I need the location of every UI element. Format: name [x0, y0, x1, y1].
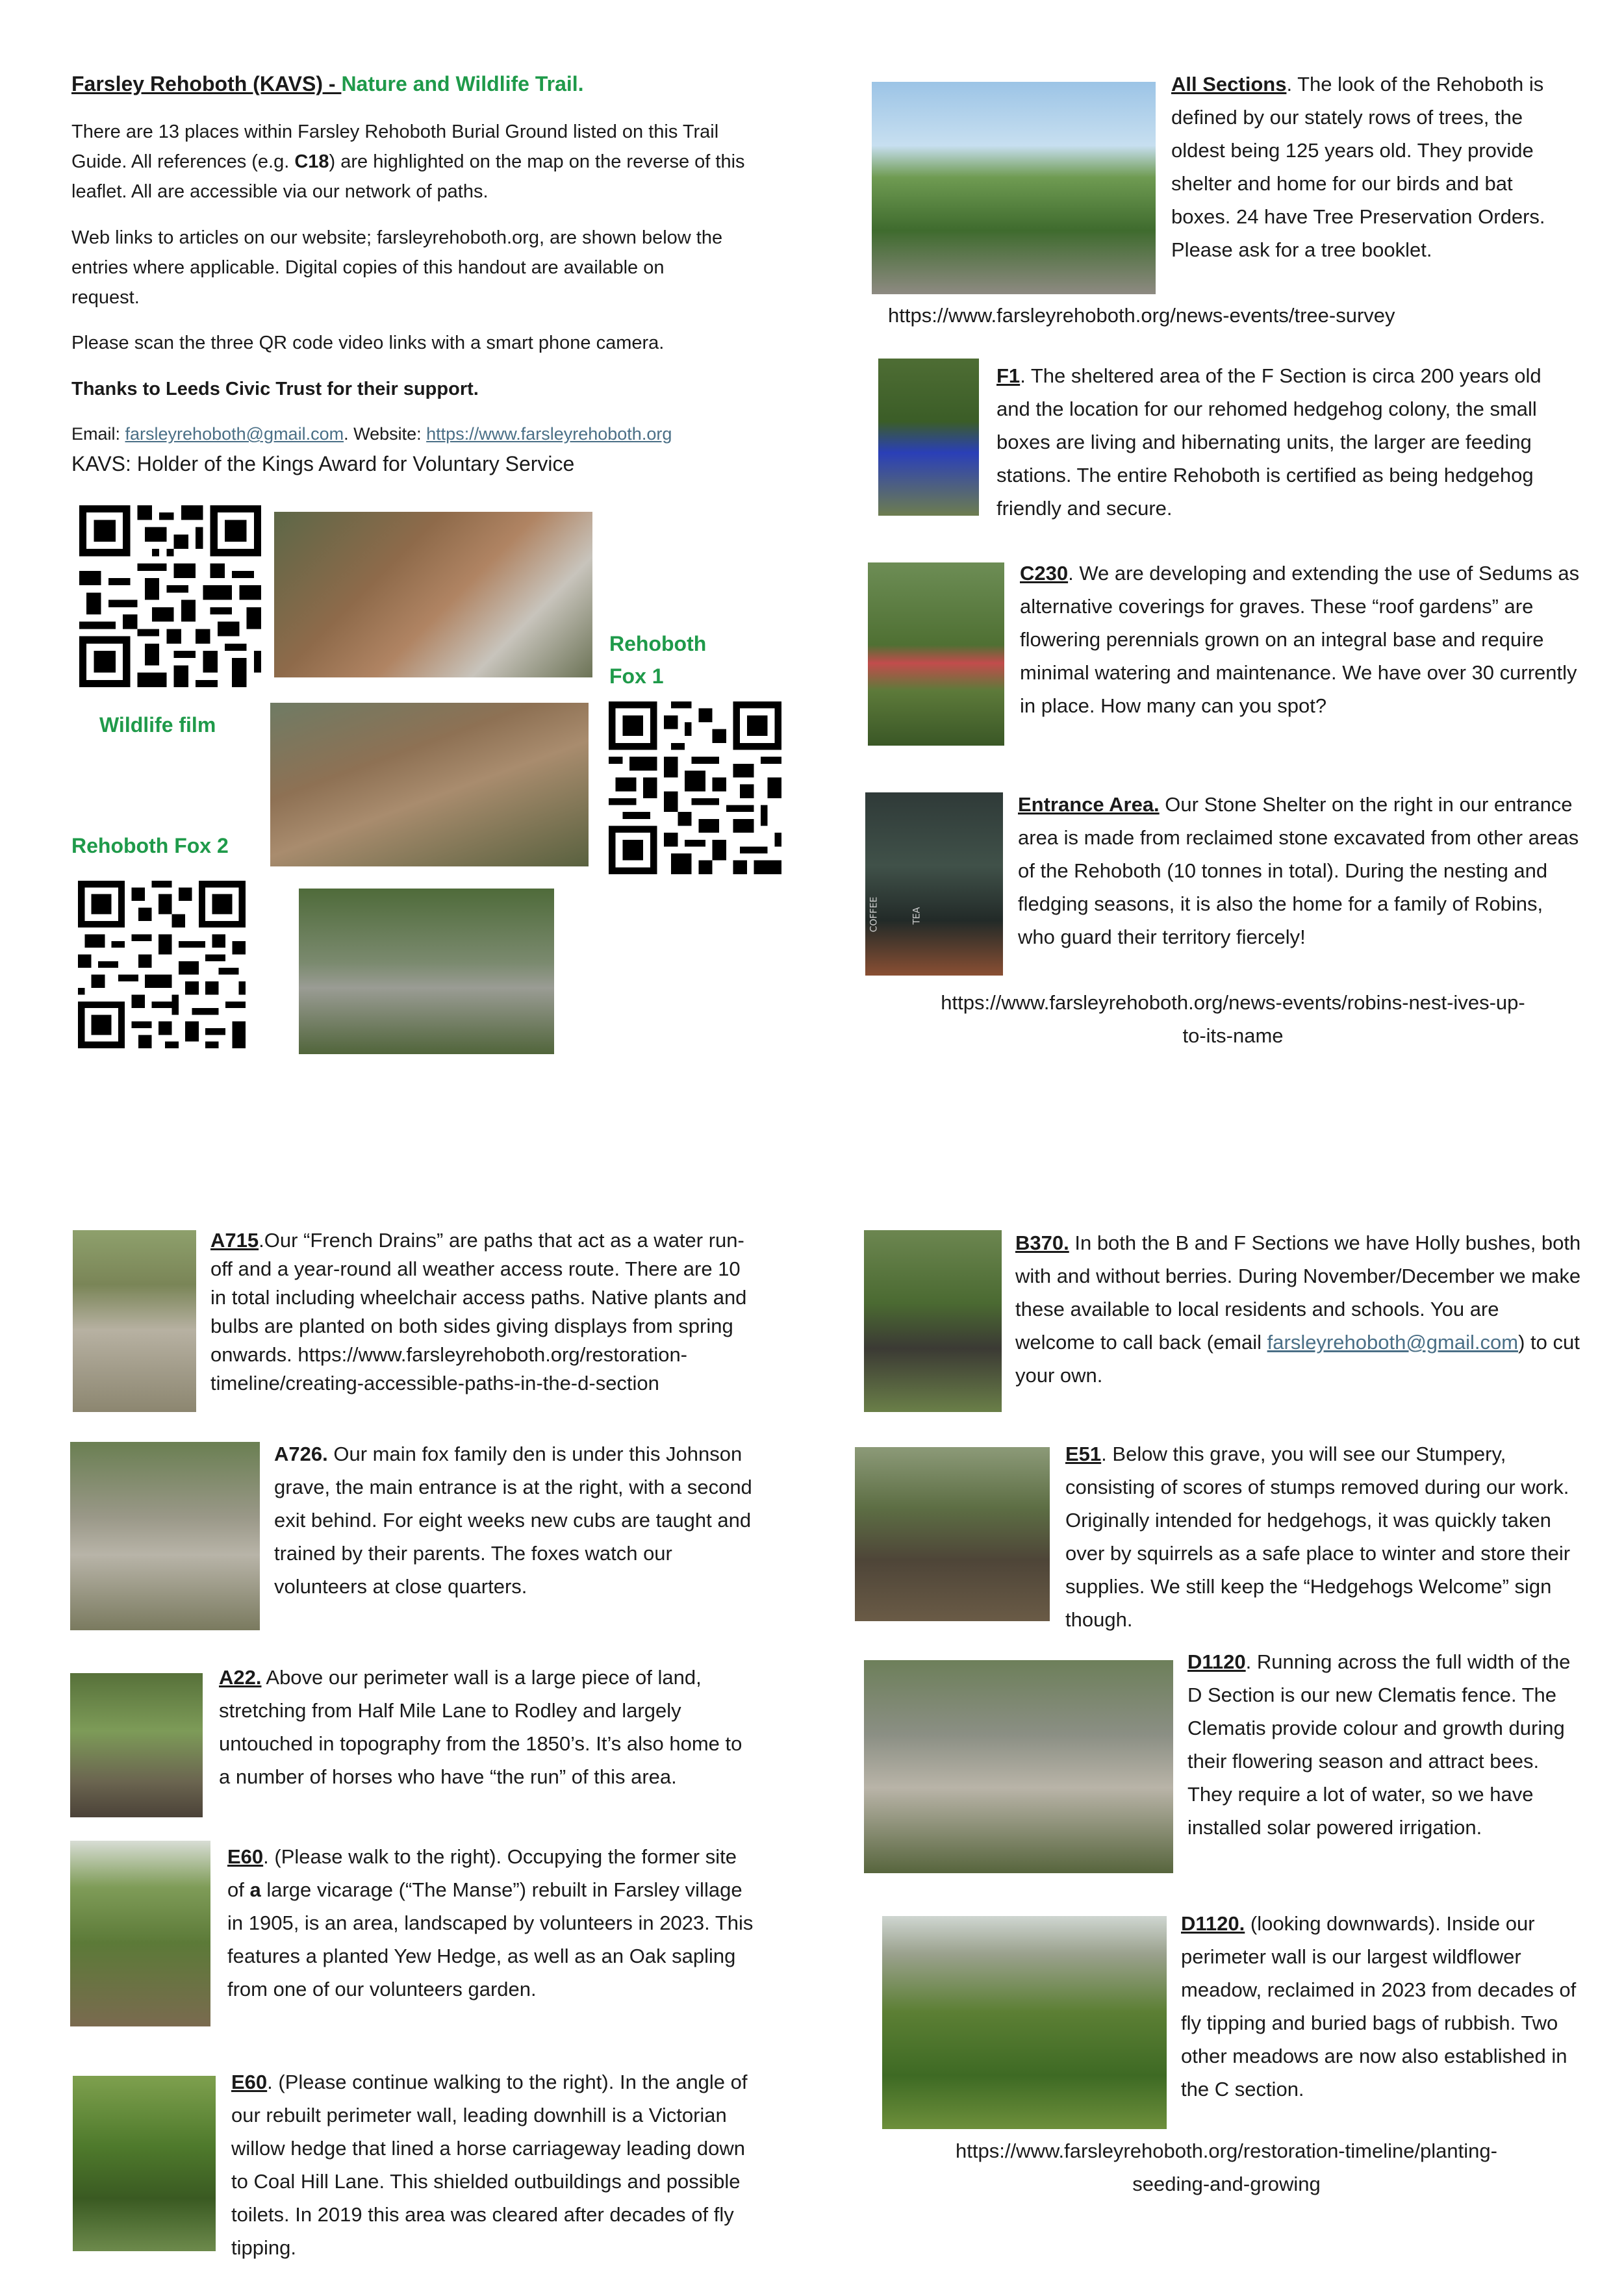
intro-thanks: Thanks to Leeds Civic Trust for their support. [71, 379, 479, 399]
ref-d1120-clematis: D1120 [1187, 1650, 1246, 1673]
text-e51: . Below this grave, you will see our Stumpery, consisting of scores of stumps removed during our work. Originally intended for hedgehogs, it was quickly taken over by squirrels as a safe place to winter and store their supplies. We still keep the “Hedgehogs Welcome” sign though. [1065, 1443, 1571, 1631]
ref-b370: B370. [1015, 1231, 1069, 1254]
text-entrance-area: Our Stone Shelter on the right in our entrance area is made from reclaimed stone excavated from other areas of the Rehoboth (10 tonnes in total). During the nesting and fledging seasons, it is also the home for a family of Robins, who guard their territory fiercely! [1018, 793, 1579, 948]
text-e60-manse-bold: a [249, 1878, 261, 1901]
qr-code-rehoboth-fox-1[interactable] [609, 701, 781, 874]
entry-a22 [219, 1661, 752, 1793]
intro-paragraph-3: Please scan the three QR code video links with a smart phone camera. [71, 333, 665, 353]
label-rehoboth-fox-1 [609, 627, 720, 692]
link-planting-seeding[interactable] [869, 2134, 1584, 2201]
text-e60-willow: . (Please continue walking to the right). In the angle of our rebuilt perimeter wall, leading downhill is a Victorian willow hedge that lined a horse carriageway leading down to Coal Hill Lane. This shielded outbuildings and possible toilets. In 2019 this area was cleared after decades of fly tipping. [231, 2071, 748, 2259]
text-all-sections: . The look of the Rehoboth is defined by our stately rows of trees, the oldest being 125 years old. They provide shelter and home for our birds and bat boxes. 24 have Tree Preservation Orders. Please ask for a tree booklet. [1171, 73, 1545, 261]
text-b370: In both the B and F Sections we have Holly bushes, both with and without berries. During November/December we make these available to local residents and schools. You are welcome to call back (email [1015, 1231, 1581, 1354]
link-planting-line2[interactable]: seeding-and-growing [1132, 2173, 1321, 2195]
text-d1120-clematis: . Running across the full width of the D Section is our new Clematis fence. The Clematis provide colour and growth during their flowering season and attract bees. They require a lot of water, so we have installed solar powered irrigation. [1187, 1650, 1571, 1839]
photo-willow-hedge [73, 2076, 216, 2251]
ref-a726: A726. [274, 1443, 328, 1465]
website-label: . Website: [344, 424, 427, 444]
entry-a715 [210, 1226, 750, 1398]
photo-deer-closeup [270, 703, 589, 866]
text-a715: .Our “French Drains” are paths that act as a water run-off and a year-round all weather access route. There are 10 in total including wheelchair access paths. Native plants and bulbs are planted on both sides giving displays from spring onwards. https://www.farsleyrehoboth.org/restoration-timeline/creating-accessible-paths-in-the-d-section [210, 1229, 747, 1394]
text-a22: Above our perimeter wall is a large piece of land, stretching from Half Mile Lane to Rodley and largely untouched in topography from the 1850’s. It’s also home to a number of horses who have “the run” of this area. [219, 1666, 742, 1788]
link-robins-nest[interactable] [876, 986, 1590, 1052]
intro-p1-b: ) are highlighted on the map on the reverse of this leaflet. All are accessible via our network of paths. [71, 151, 745, 202]
text-c230: . We are developing and extending the use of Sedums as alternative coverings for graves. These “roof gardens” are flowering perennials grown on an integral base and require minimal watering and maintenance. We have over 30 currently in place. How many can you spot? [1020, 562, 1580, 717]
link-robins-line2[interactable]: to-its-name [1182, 1024, 1284, 1047]
qr-code-wildlife-film[interactable] [79, 505, 261, 687]
ref-f1: F1 [996, 364, 1021, 387]
entry-e51 [1065, 1437, 1579, 1636]
title-trail: Nature and Wildlife Trail. [341, 72, 584, 95]
photo-stumpery [855, 1447, 1050, 1621]
label-rehoboth-fox-2: Rehoboth Fox 2 [71, 834, 229, 857]
intro-paragraph-1 [71, 117, 747, 207]
entry-d1120-meadow [1181, 1907, 1580, 2106]
photo-sedum-grave [868, 562, 1004, 746]
page-title [71, 69, 747, 99]
label-fox1-line2: Fox 1 [609, 664, 664, 688]
intro-paragraph-2: Web links to articles on our website; farsleyrehoboth.org, are shown below the entries where applicable. Digital copies of this handout are available on request. [71, 227, 723, 308]
ref-e51: E51 [1065, 1443, 1102, 1465]
entry-all-sections [1171, 68, 1575, 266]
text-e60-manse-1: . (Please walk to the right). Occupying the former site of [227, 1845, 737, 1901]
text-e60-manse-2: large vicarage (“The Manse”) rebuilt in Farsley village in 1905, is an area, landscaped by volunteers in 2023. This features a planted Yew Hedge, as well as an Oak sapling from one of our volunteers garden. [227, 1878, 754, 2000]
text-b370-end: ) to cut your own. [1015, 1331, 1580, 1387]
photo-label-tea: TEA [911, 907, 922, 925]
link-tree-survey[interactable]: https://www.farsleyrehoboth.org/news-events/tree-survey [888, 304, 1395, 327]
intro-p1-a: There are 13 places within Farsley Rehoboth Burial Ground listed on this Trail Guide. All references (e.g. [71, 121, 719, 172]
entry-c230 [1020, 557, 1580, 722]
photo-clematis-fence [864, 1660, 1173, 1873]
ref-c230: C230 [1020, 562, 1069, 585]
entry-b370 [1015, 1226, 1582, 1392]
ref-entrance-area: Entrance Area. [1018, 793, 1160, 816]
photo-french-drain [73, 1230, 196, 1412]
ref-a715: A715 [210, 1229, 259, 1252]
ref-e60-manse: E60 [227, 1845, 264, 1868]
b370-email-link[interactable]: farsleyrehoboth@gmail.com [1267, 1331, 1519, 1354]
ref-a22: A22. [219, 1666, 262, 1689]
entry-a726 [274, 1437, 755, 1603]
email-link[interactable]: farsleyrehoboth@gmail.com [125, 424, 344, 444]
website-link[interactable]: https://www.farsleyrehoboth.org [426, 424, 672, 444]
kavs-line: KAVS: Holder of the Kings Award for Voluntary Service [71, 452, 575, 475]
ref-d1120-meadow: D1120. [1181, 1912, 1245, 1935]
entry-e60-willow [231, 2065, 751, 2264]
photo-fox-den-path [70, 1442, 260, 1630]
label-wildlife-film: Wildlife film [99, 713, 216, 737]
entry-entrance-area [1018, 788, 1581, 953]
photo-tree-rows [872, 82, 1156, 294]
photo-hedgehog-glove [878, 359, 979, 516]
entry-f1 [996, 359, 1576, 525]
photo-deer-gravestone [274, 512, 592, 677]
intro-p1-bold: C18 [294, 151, 329, 172]
text-a726: Our main fox family den is under this Johnson grave, the main entrance is at the right, with a second exit behind. For eight weeks new cubs are taught and trained by their parents. The foxes watch our volunteers at close quarters. [274, 1443, 752, 1598]
label-fox1-line1: Rehoboth [609, 632, 707, 655]
photo-horse-field [70, 1673, 203, 1817]
ref-all-sections: All Sections [1171, 73, 1287, 95]
photo-manse-garden [70, 1841, 210, 2026]
contact-line [71, 421, 773, 447]
entry-e60-manse [227, 1840, 754, 2006]
text-d1120-meadow: (looking downwards). Inside our perimeter wall is our largest wildflower meadow, reclaimed in 2023 from decades of fly tipping and buried bags of rubbish. Two other meadows are now also established in the C section. [1181, 1912, 1577, 2100]
photo-label-coffee: COFFEE [869, 896, 880, 933]
photo-wildflower-meadow [882, 1916, 1167, 2129]
qr-code-rehoboth-fox-2[interactable] [78, 881, 246, 1048]
entry-d1120-clematis [1187, 1645, 1581, 1844]
link-robins-line1[interactable]: https://www.farsleyrehoboth.org/news-events/robins-nest-ives-up- [941, 991, 1525, 1014]
link-planting-line1[interactable]: https://www.farsleyrehoboth.org/restoration-timeline/planting- [956, 2139, 1497, 2162]
email-label: Email: [71, 424, 125, 444]
photo-fox-obelisk [299, 889, 554, 1054]
ref-e60-willow: E60 [231, 2071, 268, 2093]
text-f1: . The sheltered area of the F Section is circa 200 years old and the location for our rehomed hedgehog colony, the small boxes are living and hibernating units, the larger are feeding stations. The entire Rehoboth is certified as being hedgehog friendly and secure. [996, 364, 1542, 520]
photo-holly-volunteers [864, 1230, 1002, 1412]
title-org: Farsley Rehoboth (KAVS) - [71, 72, 342, 95]
photo-robin-nest [865, 792, 1003, 976]
